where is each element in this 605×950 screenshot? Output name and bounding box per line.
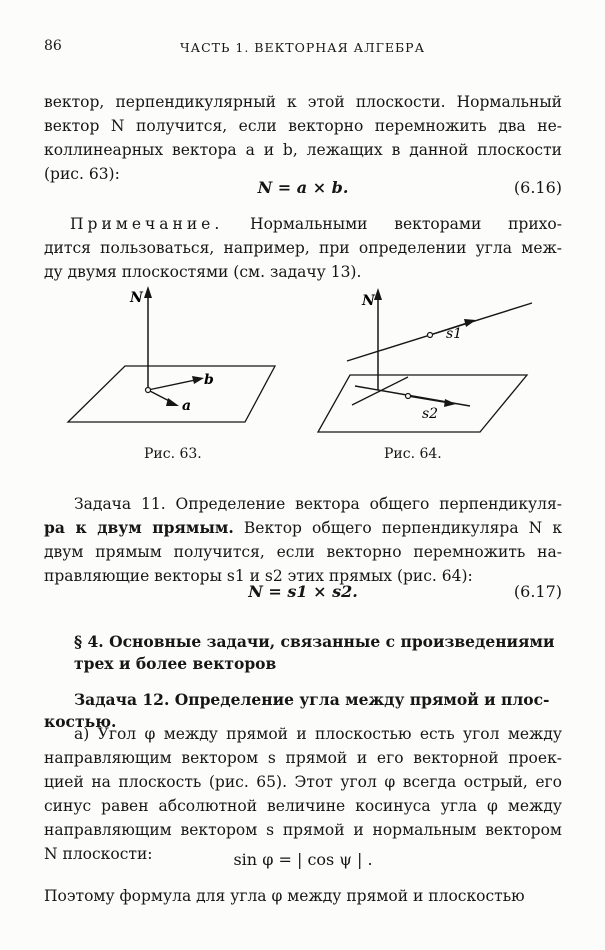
note-label: Примечание. bbox=[70, 215, 224, 233]
label-b: b bbox=[204, 372, 214, 388]
vector-s2-line bbox=[408, 396, 450, 403]
equation-6-16 bbox=[44, 178, 562, 204]
text-line: направляющим вектором s прямой и его векторной проек- bbox=[44, 749, 562, 767]
closing-paragraph bbox=[44, 884, 562, 908]
equation-number: (6.17) bbox=[513, 582, 562, 601]
text-line: вектор, перпендикулярный к этой плоскости. Нормальный bbox=[44, 93, 562, 111]
note-text: Нормальными векторами прихо- bbox=[250, 215, 562, 233]
line2-point bbox=[406, 394, 411, 399]
origin-point bbox=[146, 388, 151, 393]
text-line: вектор N получится, если векторно перемножить два не- bbox=[44, 117, 562, 135]
vector-b-line bbox=[148, 379, 200, 390]
vector-s1-arrowhead bbox=[464, 319, 476, 327]
running-title: ЧАСТЬ 1. ВЕКТОРНАЯ АЛГЕБРА bbox=[179, 40, 426, 55]
equation-formula: N = a × b. bbox=[257, 178, 349, 197]
plane bbox=[318, 375, 527, 432]
text-line: правляющие векторы s1 и s2 этих прямых (рис. 64): bbox=[44, 567, 473, 585]
text-line: дится пользоваться, например, при определении угла меж- bbox=[44, 239, 562, 257]
fig64-caption: Рис. 64. bbox=[384, 446, 442, 462]
text-line: N плоскости: bbox=[44, 845, 153, 863]
line1-point bbox=[428, 333, 433, 338]
task12-paragraph bbox=[44, 722, 562, 866]
equation-sin bbox=[44, 850, 562, 876]
text-line: (рис. 63): bbox=[44, 165, 120, 183]
text-line: синус равен абсолютной величине косинуса угла φ между bbox=[44, 797, 562, 815]
task11-text: Вектор общего перпендикуляра N к bbox=[243, 519, 563, 537]
heading-line: трех и более векторов bbox=[74, 654, 277, 673]
label-s2: s2 bbox=[422, 406, 439, 422]
vector-a-arrowhead bbox=[166, 398, 179, 406]
text-line: направляющим вектором s прямой и нормальным вектором bbox=[44, 821, 562, 839]
equation-number: (6.16) bbox=[513, 178, 562, 197]
heading-line: Задача 12. Определение угла между прямой и плос- bbox=[74, 690, 550, 709]
text-line bbox=[44, 212, 562, 236]
text-line bbox=[44, 516, 562, 540]
intro-paragraph bbox=[44, 90, 562, 186]
heading-line: костью. bbox=[44, 712, 117, 731]
equation-6-17 bbox=[44, 582, 562, 608]
label-n: N bbox=[130, 290, 143, 306]
text-line: коллинеарных вектора a и b, лежащих в данной плоскости bbox=[44, 141, 562, 159]
note-paragraph bbox=[44, 212, 562, 284]
label-a: a bbox=[182, 398, 192, 414]
vector-b-arrowhead bbox=[192, 376, 204, 384]
task11-title: Задача 11. Определение вектора общего перпендикуля- bbox=[74, 495, 562, 513]
normal-arrowhead bbox=[144, 286, 152, 298]
heading-line: § 4. Основные задачи, связанные с произведениями bbox=[74, 632, 555, 651]
text-line: двум прямым получится, если векторно перемножить на- bbox=[44, 543, 562, 561]
text-line: ду двумя плоскостями (см. задачу 13). bbox=[44, 263, 362, 281]
task11-paragraph bbox=[44, 492, 562, 588]
label-n: N bbox=[362, 293, 375, 309]
section-heading bbox=[74, 631, 564, 675]
projection-line bbox=[352, 377, 408, 405]
task11-title-end: ра к двум прямым. bbox=[44, 518, 234, 537]
plane bbox=[68, 366, 275, 422]
equation-formula: sin φ = | cos ψ | . bbox=[233, 850, 373, 869]
label-s1: s1 bbox=[446, 326, 463, 342]
normal-arrowhead bbox=[374, 288, 382, 300]
fig63-caption: Рис. 63. bbox=[144, 446, 202, 462]
page-header bbox=[44, 38, 561, 60]
figure-64 bbox=[300, 280, 540, 440]
text-line: а) Угол φ между прямой и плоскостью есть угол между bbox=[74, 725, 562, 743]
equation-formula: N = s1 × s2. bbox=[248, 582, 358, 601]
text-line: Поэтому формула для угла φ между прямой и плоскостью bbox=[44, 887, 525, 905]
text-line: цией на плоскость (рис. 65). Этот угол φ всегда острый, его bbox=[44, 773, 562, 791]
figure-63 bbox=[40, 280, 280, 440]
page-number: 86 bbox=[44, 38, 62, 54]
